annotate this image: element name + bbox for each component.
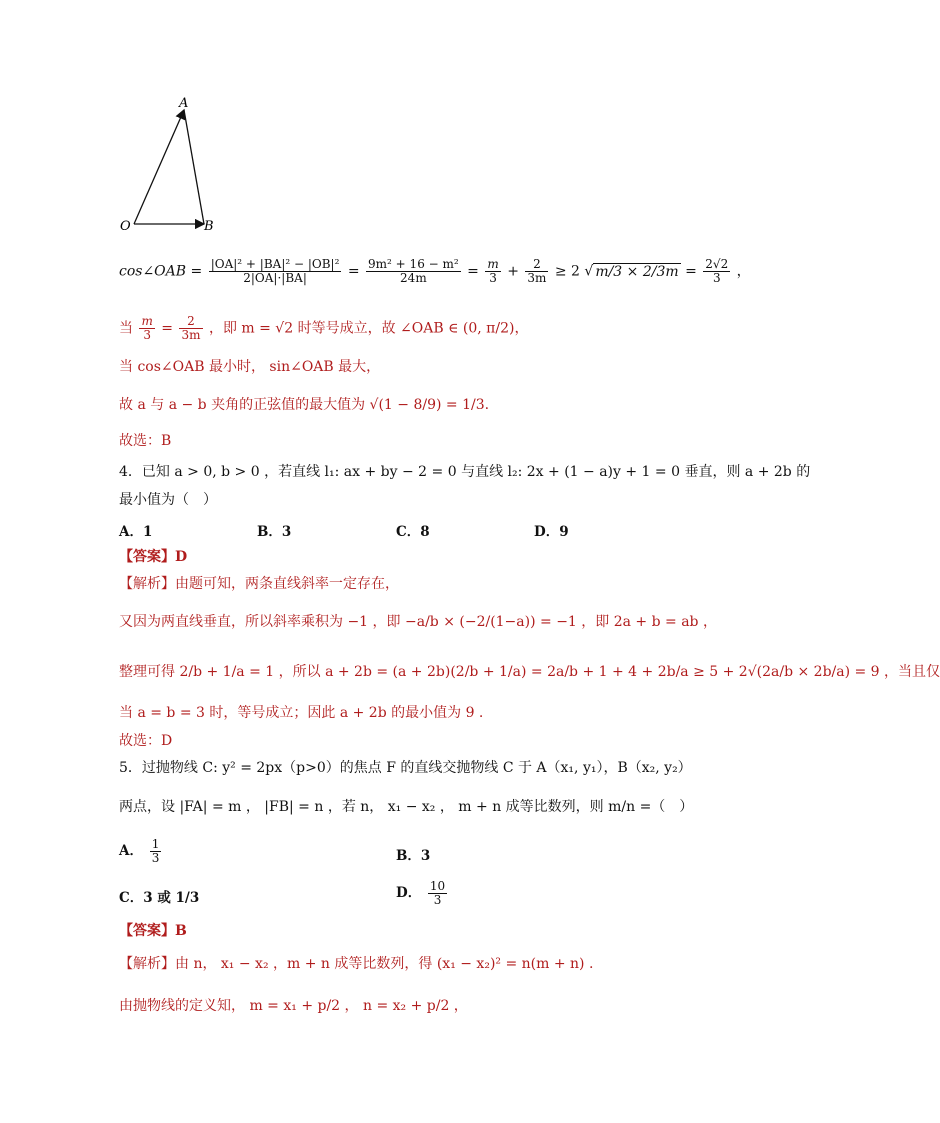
max-line: 故 a 与 a − b 夹角的正弦值的最大值为 √(1 − 8/9) = 1/3. <box>119 397 490 413</box>
triangle-figure <box>112 95 252 235</box>
q4-stem-1: 4．已知 a > 0, b > 0 ，若直线 l₁: ax + by − 2 = 0 与直线 l₂: 2x + (1 − a)y + 1 = 0 垂直，则 a + 2b 的 <box>119 464 811 480</box>
q4-answer: 【答案】D <box>119 549 188 565</box>
q4-option-d: D．9 <box>534 524 569 540</box>
label-o: O <box>120 219 131 234</box>
segment-ba <box>184 110 204 224</box>
q5-option-d: D． $\frac{10}{3}$ <box>396 879 446 907</box>
q5-stem-1: 5．过抛物线 C: y² = 2px（p>0）的焦点 F 的直线交抛物线 C 于 A（x₁, y₁），B（x₂, y₂） <box>119 760 692 776</box>
q5-analysis-1: 【解析】由 n， x₁ − x₂ ，m + n 成等比数列，得 (x₁ − x₂)² = n(m + n) . <box>119 956 594 972</box>
q4-stem-2: 最小值为（ ） <box>119 492 217 508</box>
segment-oa <box>134 110 184 224</box>
frac-law-of-cosines: $\frac{\text{|OA|² + |BA|² − |OB|²}}{2|OA|\cdot|BA|}$ <box>210 257 340 285</box>
cos-lhs: cos∠OAB = <box>119 263 203 280</box>
answer-3-line: 故选：B <box>119 433 172 449</box>
sqrt-product: m/3 × 2/3m <box>595 263 679 280</box>
q4-analysis-4: 当 a = b = 3 时，等号成立；因此 a + 2b 的最小值为 9 . <box>119 705 484 721</box>
q4-analysis-2: 又因为两直线垂直，所以斜率乘积为 −1 ，即 −a/b × (−2/(1−a)) = −1 ，即 2a + b = ab ， <box>119 614 717 630</box>
q4-analysis-3: 整理可得 2/b + 1/a = 1 ，所以 a + 2b = (a + 2b)(2/b + 1/a) = 2a/b + 1 + 4 + 2b/a ≥ 5 + 2√(2a/b × 2b/a) = 9 ，当且仅 <box>119 664 940 680</box>
q5-option-b: B．3 <box>396 848 431 864</box>
q4-option-c: C．8 <box>396 524 430 540</box>
q5-option-a: A． $\frac{1}{3}$ <box>119 837 160 865</box>
frac-9m2: $\frac{\text{9m² + 16 − m²}}{24m}$ <box>368 257 459 285</box>
q5-analysis-2: 由抛物线的定义知， m = x₁ + p/2 ， n = x₂ + p/2 ， <box>119 998 468 1014</box>
q5-answer: 【答案】B <box>119 923 187 939</box>
q4-option-b: B．3 <box>257 524 292 540</box>
q5-option-c: C．3 或 1/3 <box>119 890 200 906</box>
frac-2-3m: $\frac{2}{3m}$ <box>527 257 547 285</box>
cos-formula-line: cos∠OAB = $\frac{\text{|OA|² + |BA|² − |OB|²}}{2|OA|\cdot|BA|}$ = $\frac{\text{9m² + 16 − m²}}{24m}$ = $\frac{m}{3}$ + $\frac{2}{3m}$ ≥ 2 √ m/3 × 2/3m = $\frac{2√2}{3}$ ， <box>119 257 751 285</box>
label-a: A <box>179 96 189 111</box>
q4-analysis-1: 【解析】由题可知，两条直线斜率一定存在， <box>119 576 399 592</box>
min-line: 当 cos∠OAB 最小时， sin∠OAB 最大， <box>119 359 381 375</box>
equality-line: 当 $\frac{m}{3}$ = $\frac{2}{3m}$ ，即 m = √2 时等号成立，故 ∠OAB ∈ (0, π/2)， <box>119 314 529 342</box>
label-b: B <box>204 219 214 234</box>
q4-option-a: A．1 <box>119 524 153 540</box>
q5-stem-2: 两点，设 |FA| = m ， |FB| = n ，若 n， x₁ − x₂ ， m + n 成等比数列，则 m/n =（ ） <box>119 799 694 815</box>
q4-final: 故选：D <box>119 733 173 749</box>
frac-2sqrt2-3: $\frac{2√2}{3}$ <box>705 257 729 285</box>
frac-m-3: $\frac{m}{3}$ <box>487 257 499 285</box>
